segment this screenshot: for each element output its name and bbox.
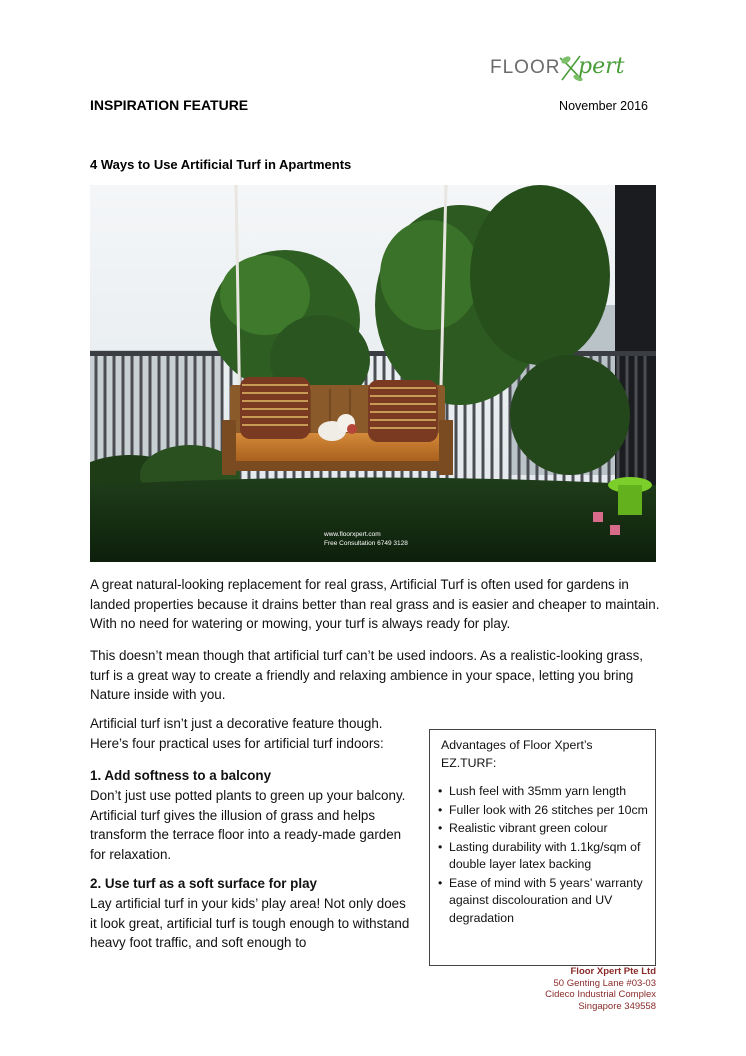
advantage-item: • Lasting durability with 1.1kg/sqm of double layer latex backing: [436, 839, 648, 874]
advantage-item: • Fuller look with 26 stitches per 10cm: [436, 802, 648, 820]
advantages-box: [429, 729, 656, 966]
address-line-3: Singapore 349558: [578, 1000, 656, 1012]
indoor-paragraph: This doesn’t mean though that artificial turf can’t be used indoors. As a realistic-looking grass, turf is a great way to create a friendly and relaxing ambience in your space, letting you bring Nature inside with you.: [90, 648, 644, 702]
address-line-1: 50 Genting Lane #03-03: [553, 977, 656, 989]
balcony-swing-photo: [90, 185, 656, 562]
advantage-item: • Realistic vibrant green colour: [436, 820, 648, 838]
advantage-item: • Ease of mind with 5 years’ warranty against discolouration and UV degradation: [436, 875, 648, 928]
section-1-heading: 1. Add softness to a balcony: [90, 768, 272, 783]
address-line-2: Cideco Industrial Complex: [545, 989, 656, 1000]
uses-intro-paragraph: Artificial turf isn’t just a decorative feature though. Here’s four practical uses for artificial turf indoors:: [90, 716, 384, 751]
company-address: [545, 966, 656, 1012]
photo-watermark-phone: Free Consultation 6749 3128: [324, 540, 408, 547]
floorxpert-logo: [490, 50, 650, 84]
section-2-text: Lay artificial turf in your kids’ play area! Not only does it look great, artificial turf is tough enough to withstand heavy foot traffic, and soft enough to: [90, 896, 410, 950]
logo-text-floor: FLOOR: [490, 57, 561, 78]
advantage-item: • Lush feel with 35mm yarn length: [436, 783, 648, 801]
section-1-text: Don’t just use potted plants to green up your balcony. Artificial turf gives the illusion of grass and helps transform the terrace floor into a ready-made garden for relaxation.: [90, 788, 406, 862]
logo-leaf-x-icon: [490, 50, 650, 84]
article-title: 4 Ways to Use Artificial Turf in Apartments: [90, 157, 352, 172]
section-2-heading: 2. Use turf as a soft surface for play: [90, 876, 317, 891]
intro-paragraph: A great natural-looking replacement for real grass, Artificial Turf is often used for gardens in landed properties because it drains better than real grass and is easier and cheaper to maintain. With no need for watering or mowing, your turf is always ready for play.: [90, 577, 660, 631]
feature-label: INSPIRATION FEATURE: [90, 97, 249, 113]
advantages-list: [436, 783, 648, 928]
photo-watermark-url: www.floorxpert.com: [324, 531, 381, 538]
issue-date: November 2016: [559, 99, 648, 113]
company-name: Floor Xpert Pte Ltd: [570, 966, 656, 977]
advantages-box-title: Advantages of Floor Xpert’s EZ.TURF:: [441, 738, 593, 770]
logo-text-pert: pert: [578, 54, 625, 79]
